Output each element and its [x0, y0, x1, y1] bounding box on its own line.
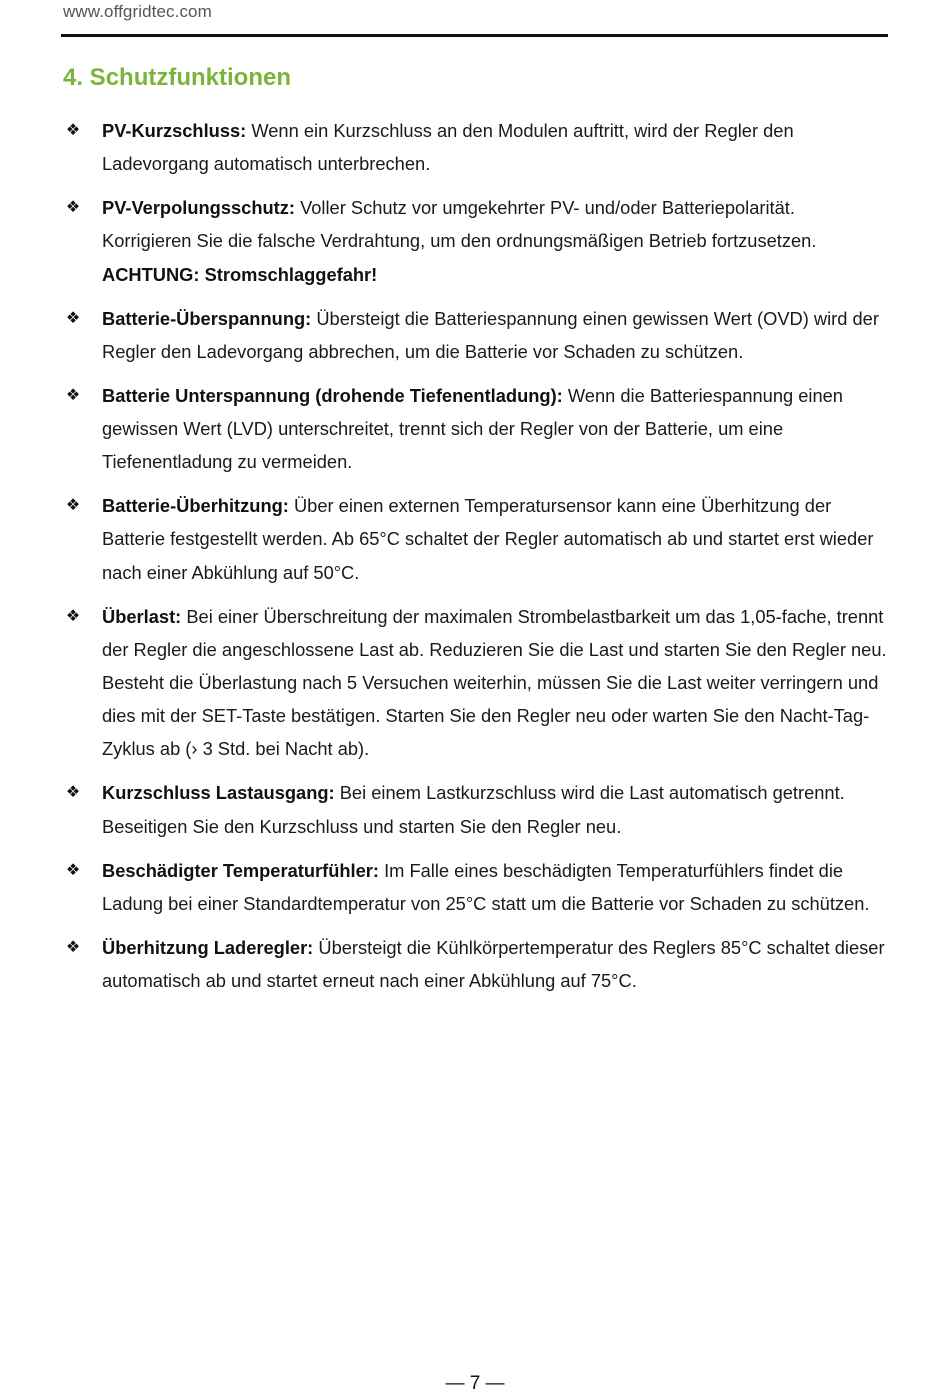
item-text: Voller Schutz vor umgekehrter PV- und/oder Batteriepolarität. Korrigieren Sie die falsche Verdrahtung, um den ordnungsmäßigen Betrieb fortzusetzen. [102, 197, 817, 252]
site-url: www.offgridtec.com [63, 2, 212, 21]
list-item [63, 114, 888, 180]
diamond-bullet-icon: ❖ [65, 784, 81, 802]
item-label: Batterie Unterspannung (drohende Tiefenentladung): [102, 384, 563, 406]
header-rule [61, 34, 888, 37]
item-text: Übersteigt die Batteriespannung einen gewissen Wert (OVD) wird der Regler den Ladevorgang abbrechen, um die Batterie vor Schaden zu schützen. [102, 307, 879, 362]
diamond-bullet-icon: ❖ [65, 497, 81, 515]
item-text: Übersteigt die Kühlkörpertemperatur des Reglers 85°C schaltet dieser automatisch ab und startet erneut nach einer Abkühlung auf 75°C. [102, 936, 885, 992]
item-label: Überhitzung Laderegler: [102, 936, 314, 958]
item-text: Wenn ein Kurzschluss an den Modulen auftritt, wird der Regler den Ladevorgang automatisch unterbrechen. [102, 120, 794, 175]
page-number: — 7 — [445, 1373, 505, 1394]
diamond-bullet-icon: ❖ [65, 861, 81, 879]
item-label: Kurzschluss Lastausgang: [102, 782, 335, 804]
list-item [63, 379, 888, 479]
list-item [63, 191, 888, 291]
item-text: Bei einem Lastkurzschluss wird die Last automatisch getrennt. Beseitigen Sie den Kurzschluss und starten Sie den Regler neu. [102, 782, 845, 837]
diamond-bullet-icon: ❖ [65, 122, 81, 139]
item-label: Batterie-Überspannung: [102, 307, 312, 329]
diamond-bullet-icon: ❖ [65, 386, 81, 404]
list-item [63, 489, 888, 589]
item-label: Beschädigter Temperaturfühler: [102, 859, 379, 881]
list-item [63, 931, 888, 997]
warning-text: ACHTUNG: Stromschlaggefahr! [102, 263, 378, 285]
list-item [63, 854, 888, 920]
protection-list [63, 114, 888, 1008]
list-item [63, 302, 888, 368]
item-text: Wenn die Batteriespannung einen gewissen Wert (LVD) unterschreitet, trennt sich der Regler von der Batterie, um eine Tiefenentladung zu vermeiden. [102, 384, 843, 473]
diamond-bullet-icon: ❖ [65, 607, 81, 625]
list-item [63, 776, 888, 842]
item-text: Bei einer Überschreitung der maximalen Strombelastbarkeit um das 1,05-fache, trennt der Regler die angeschlossene Last ab. Reduzieren Sie die Last und starten Sie den Regler neu. Besteht die Überlastung nach 5 Versuchen weiterhin, müssen Sie die Last weiter verringern und dies mit der SET-Taste bestätigen. Starten Sie den Regler neu oder warten Sie den Nacht-Tag-Zyklus ab (› 3 Std. bei Nacht ab). [102, 605, 887, 760]
diamond-bullet-icon: ❖ [65, 199, 81, 217]
item-label: PV-Kurzschluss: [102, 120, 247, 141]
item-label: PV-Verpolungsschutz: [102, 197, 295, 219]
diamond-bullet-icon: ❖ [65, 309, 81, 327]
diamond-bullet-icon: ❖ [65, 938, 81, 956]
item-text: Über einen externen Temperatursensor kann eine Überhitzung der Batterie festgestellt werden. Ab 65°C schaltet der Regler automatisch ab und startet erst wieder nach einer Abkühlung auf 50°C. [102, 495, 874, 583]
list-item [63, 600, 888, 766]
item-label: Batterie-Überhitzung: [102, 495, 289, 517]
item-label: Überlast: [102, 605, 182, 627]
section-title: 4. Schutzfunktionen [63, 64, 291, 91]
item-text: Im Falle eines beschädigten Temperaturfühlers findet die Ladung bei einer Standardtemperatur von 25°C statt um die Batterie vor Schaden zu schützen. [102, 859, 870, 914]
